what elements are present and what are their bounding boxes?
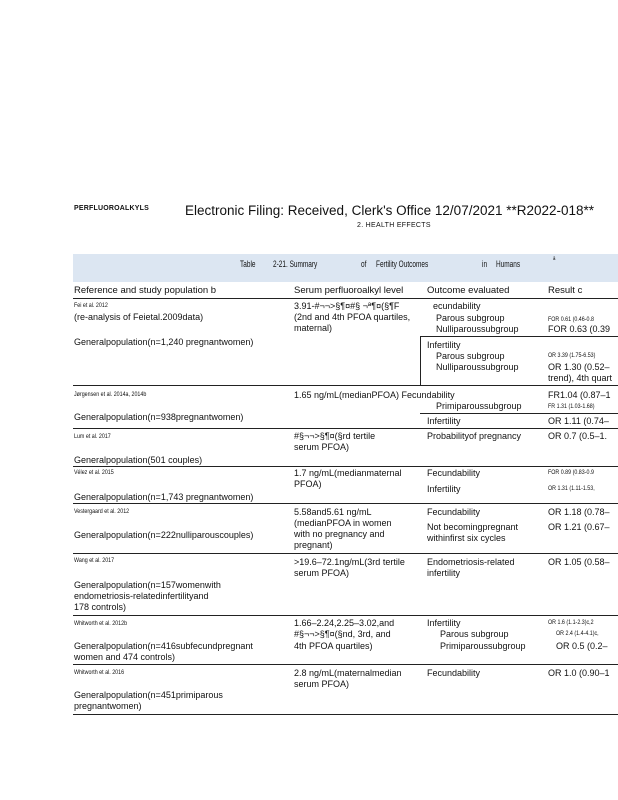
sub-vrule xyxy=(420,336,421,385)
row-population: 178 controls) xyxy=(74,602,127,612)
row-outcome: Infertility xyxy=(427,618,461,628)
row-result: OR 1.11 (0.74– xyxy=(548,416,609,426)
row-serum: serum PFOA) xyxy=(294,679,350,689)
row-population: Generalpopulation(n=1,743 pregnantwomen) xyxy=(74,492,254,502)
row-serum: (medianPFOA in women xyxy=(294,518,392,528)
row-outcome: Parous subgroup xyxy=(436,351,505,361)
row-result: OR 1.31 (1.11-1.53, xyxy=(548,485,595,492)
column-header-result: Result c xyxy=(548,285,583,296)
column-header-reference: Reference and study population b xyxy=(74,285,217,296)
row-serum: 5.58and5.61 ng/mL xyxy=(294,507,372,517)
row-result: trend), 4th quart xyxy=(548,373,613,383)
row-population: Generalpopulation(n=416subfecundpregnant xyxy=(74,641,253,651)
header-rule xyxy=(73,298,618,299)
row-population: Generalpopulation(n=157womenwith xyxy=(74,580,221,590)
row-outcome: Primiparoussubgroup xyxy=(436,401,522,411)
row-result: OR 2.4 (1.4-4.1)c, xyxy=(556,630,599,637)
row-outcome: Fecundability xyxy=(427,668,481,678)
row-serum: #§¬¬>§¶¤(§rd tertile xyxy=(294,431,376,441)
row-rule xyxy=(73,466,618,467)
row-reference: Lum et al. 2017 xyxy=(74,433,111,440)
column-header-serum: Serum perfluoroalkyl level xyxy=(294,285,404,296)
row-population: women and 474 controls) xyxy=(74,652,176,662)
sub-rule xyxy=(420,413,618,414)
row-reference: Whitworth et al. 2012b xyxy=(74,620,128,627)
row-outcome: Infertility xyxy=(427,416,461,426)
row-population: endometriosis-relatedinfertilityand xyxy=(74,591,209,601)
row-outcome: infertility xyxy=(427,568,461,578)
row-outcome: Endometriosis-related xyxy=(427,557,515,567)
row-outcome: Nulliparoussubgroup xyxy=(436,362,519,372)
row-outcome: Infertility xyxy=(427,484,461,494)
table-title-word: Fertility Outcomes xyxy=(376,259,429,269)
row-reference: Fei et al. 2012 xyxy=(74,302,108,309)
row-serum: PFOA) xyxy=(294,479,322,489)
filing-banner: Electronic Filing: Received, Clerk's Office 12/07/2021 **R2022-018** xyxy=(185,203,595,218)
row-result: OR 1.18 (0.78– xyxy=(548,507,610,517)
row-serum: 1.7 ng/mL(medianmaternal xyxy=(294,468,402,478)
row-result: OR 1.6 (1.1-2.3)c,2 xyxy=(548,619,594,626)
row-population: Generalpopulation(n=222nulliparouscouples) xyxy=(74,530,254,540)
row-serum: serum PFOA) xyxy=(294,442,350,452)
row-reference: Whitworth et al. 2016 xyxy=(74,669,125,676)
row-result: FOR 0.63 (0.39 xyxy=(548,324,611,334)
row-rule xyxy=(73,553,618,554)
row-result: FR 1.31 (1.03-1.68) xyxy=(548,403,595,410)
table-bottom-rule xyxy=(73,714,618,715)
row-population: Generalpopulation(n=938pregnantwomen) xyxy=(74,412,244,422)
row-outcome: Parous subgroup xyxy=(440,629,509,639)
row-serum: 4th PFOA quartiles) xyxy=(294,641,373,651)
row-reference: Vélez et al. 2015 xyxy=(74,469,114,476)
row-rule xyxy=(73,664,618,665)
row-serum: with no pregnancy and xyxy=(294,529,385,539)
row-rule xyxy=(73,615,618,616)
row-reference: Vestergaard et al. 2012 xyxy=(74,508,130,515)
row-outcome: Fecundability xyxy=(427,507,481,517)
table-title-word: of xyxy=(361,259,367,269)
row-outcome: Primiparoussubgroup xyxy=(440,641,526,651)
row-reference-note: (re-analysis of Feietal.2009data) xyxy=(74,312,204,322)
row-outcome: Probabilityof pregnancy xyxy=(427,431,522,441)
row-result: OR 0.5 (0.2– xyxy=(556,641,608,651)
sub-rule xyxy=(420,336,618,337)
row-serum: 1.65 ng/mL(medianPFOA) Fecundability xyxy=(294,390,455,400)
row-result: FOR 0.89 (0.83-0.9 xyxy=(548,469,594,476)
table-title-word: 2-21. Summary xyxy=(273,259,318,269)
row-outcome: Fecundability xyxy=(427,468,481,478)
row-population: pregnantwomen) xyxy=(74,701,142,711)
row-result: OR 1.30 (0.52– xyxy=(548,362,610,372)
row-outcome: Not becomingpregnant xyxy=(427,522,519,532)
row-rule xyxy=(73,503,618,504)
row-population: Generalpopulation(n=451primiparous xyxy=(74,690,223,700)
row-serum: #§¬¬>§¶¤(§nd, 3rd, and xyxy=(294,629,391,639)
table-title-word: in xyxy=(482,259,488,269)
row-reference: Jørgensen et al. 2014a, 2014b xyxy=(74,391,147,398)
row-result: FOR 0.61 (0.46-0.8 xyxy=(548,316,594,323)
running-header: PERFLUOROALKYLS xyxy=(74,205,149,212)
row-result: OR 0.7 (0.5–1. xyxy=(548,431,608,441)
row-outcome: Infertility xyxy=(427,340,461,350)
row-result: OR 3.39 (1.75-6.53) xyxy=(548,352,596,359)
row-result: FR1.04 (0.87–1 xyxy=(548,390,611,400)
row-reference: Wang et al. 2017 xyxy=(74,557,115,564)
row-serum: serum PFOA) xyxy=(294,568,350,578)
row-outcome: withinfirst six cycles xyxy=(427,533,506,543)
row-population: Generalpopulation(501 couples) xyxy=(74,455,203,465)
row-rule xyxy=(73,428,618,429)
row-result: OR 1.0 (0.90–1 xyxy=(548,668,610,678)
table-title-word: Humans xyxy=(496,259,521,269)
row-result: OR 1.05 (0.58– xyxy=(548,557,610,567)
column-header-outcome: Outcome evaluated xyxy=(427,285,510,296)
row-result: OR 1.21 (0.67– xyxy=(548,522,610,532)
section-header: 2. HEALTH EFFECTS xyxy=(357,222,431,229)
row-serum: 1.66–2.24,2.25–3.02,and xyxy=(294,618,395,628)
row-serum: maternal) xyxy=(294,323,333,333)
row-serum: >19.6–72.1ng/mL(3rd tertile xyxy=(294,557,405,567)
table-title-word: Table xyxy=(240,259,256,269)
row-rule xyxy=(73,385,618,386)
row-outcome: Parous subgroup xyxy=(436,313,505,323)
table-title-footnote: a xyxy=(553,256,556,262)
row-serum: 3.91-#¬¬>§¶¤#§ ¬ª¶¤(§¶F xyxy=(294,301,400,311)
row-outcome: Nulliparoussubgroup xyxy=(436,324,519,334)
row-serum: 2.8 ng/mL(maternalmedian xyxy=(294,668,402,678)
row-population: Generalpopulation(n=1,240 pregnantwomen) xyxy=(74,337,254,347)
row-outcome: ecundability xyxy=(433,301,481,311)
row-serum: (2nd and 4th PFOA quartiles, xyxy=(294,312,411,322)
table-title-band xyxy=(73,254,618,282)
row-serum: pregnant) xyxy=(294,540,333,550)
